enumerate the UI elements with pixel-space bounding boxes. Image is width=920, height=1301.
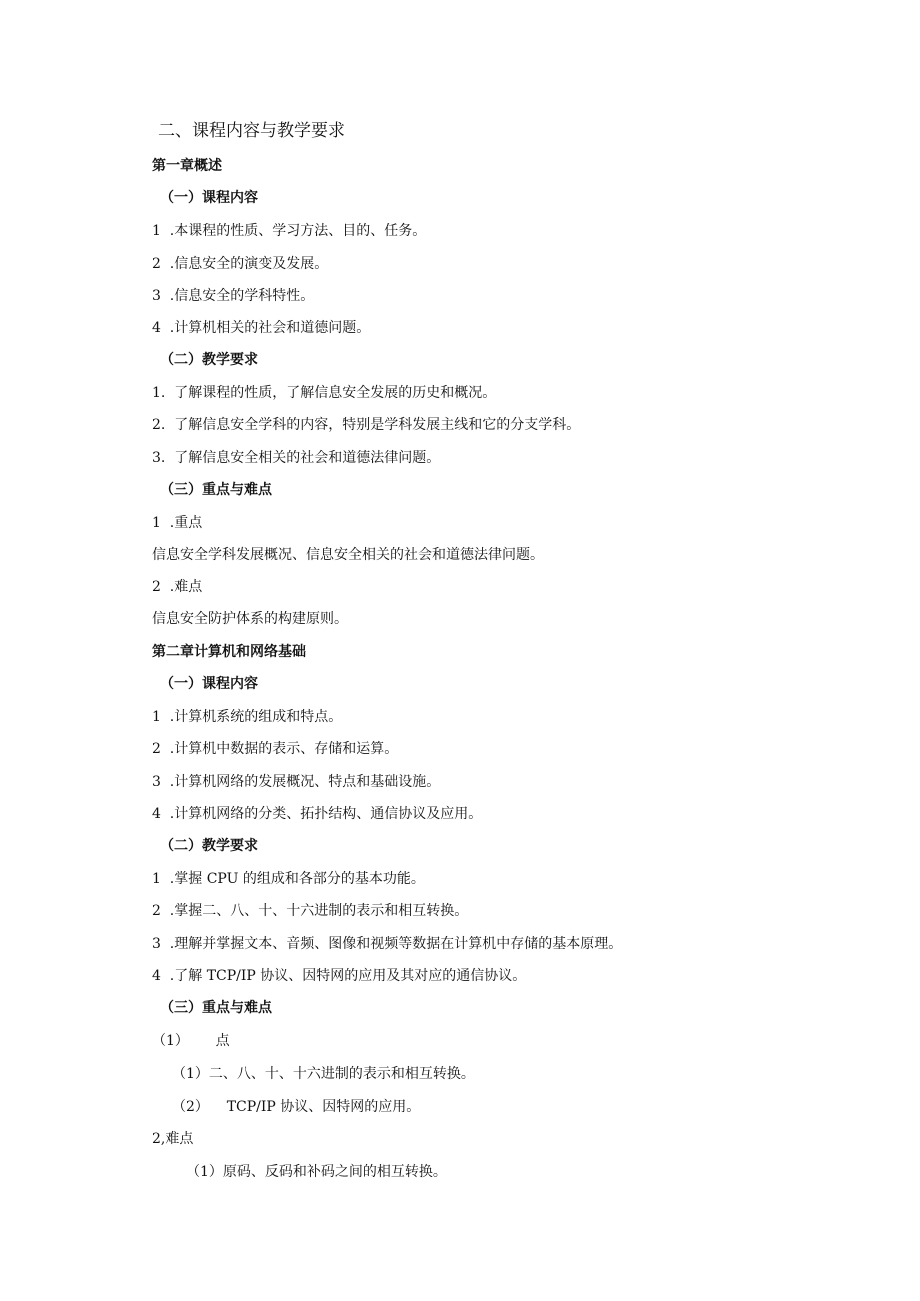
chapter-1-title: 第一章概述 — [152, 158, 222, 174]
ch2-content-item: 3 .计算机网络的发展概况、特点和基础设施。 — [152, 774, 441, 790]
ch1-content-item: 1 .本课程的性质、学习方法、目的、任务。 — [152, 223, 427, 239]
chapter-2-title: 第二章计算机和网络基础 — [152, 644, 306, 660]
section-title: 二、课程内容与教学要求 — [158, 121, 345, 141]
ch2-diff-item: （1）原码、反码和补码之间的相互转换。 — [186, 1164, 447, 1180]
ch1-content-item: 3 .信息安全的学科特性。 — [152, 288, 315, 304]
ch2-diff-label: 2,难点 — [152, 1131, 194, 1147]
ch1-key-text: 信息安全学科发展概况、信息安全相关的社会和道德法律问题。 — [152, 547, 544, 563]
ch2-key-label: （1） 点 — [152, 1033, 230, 1049]
ch2-req-heading: （二）教学要求 — [160, 838, 258, 854]
ch1-content-item: 2 .信息安全的演变及发展。 — [152, 256, 329, 272]
ch2-content-item: 2 .计算机中数据的表示、存储和运算。 — [152, 741, 399, 757]
ch1-req-item: 3. 了解信息安全相关的社会和道德法律问题。 — [152, 450, 441, 466]
ch1-diff-text: 信息安全防护体系的构建原则。 — [152, 611, 348, 627]
ch2-content-heading: （一）课程内容 — [160, 676, 258, 692]
ch1-key-heading: （三）重点与难点 — [160, 482, 272, 498]
ch2-content-item: 4 .计算机网络的分类、拓扑结构、通信协议及应用。 — [152, 806, 483, 822]
ch2-req-item: 3 .理解并掌握文本、音频、图像和视频等数据在计算机中存储的基本原理。 — [152, 936, 623, 952]
ch2-req-item: 1 .掌握 CPU 的组成和各部分的基本功能。 — [152, 871, 425, 887]
ch2-key-heading: （三）重点与难点 — [160, 1000, 272, 1016]
ch2-req-item: 2 .掌握二、八、十、十六进制的表示和相互转换。 — [152, 903, 469, 919]
ch2-content-item: 1 .计算机系统的组成和特点。 — [152, 709, 343, 725]
ch1-key-label: 1 .重点 — [152, 515, 203, 531]
ch1-req-item: 1. 了解课程的性质，了解信息安全发展的历史和概况。 — [152, 385, 497, 401]
ch1-req-item: 2. 了解信息安全学科的内容，特别是学科发展主线和它的分支学科。 — [152, 417, 581, 433]
ch2-key-item: （1）二、八、十、十六进制的表示和相互转换。 — [172, 1066, 475, 1082]
ch1-content-heading: （一）课程内容 — [160, 190, 258, 206]
ch2-key-item: （2） TCP/IP 协议、因特网的应用。 — [172, 1099, 421, 1115]
ch1-req-heading: （二）教学要求 — [160, 352, 258, 368]
ch1-diff-label: 2 .难点 — [152, 579, 203, 595]
ch2-req-item: 4 .了解 TCP/IP 协议、因特网的应用及其对应的通信协议。 — [152, 968, 527, 984]
ch1-content-item: 4 .计算机相关的社会和道德问题。 — [152, 320, 371, 336]
